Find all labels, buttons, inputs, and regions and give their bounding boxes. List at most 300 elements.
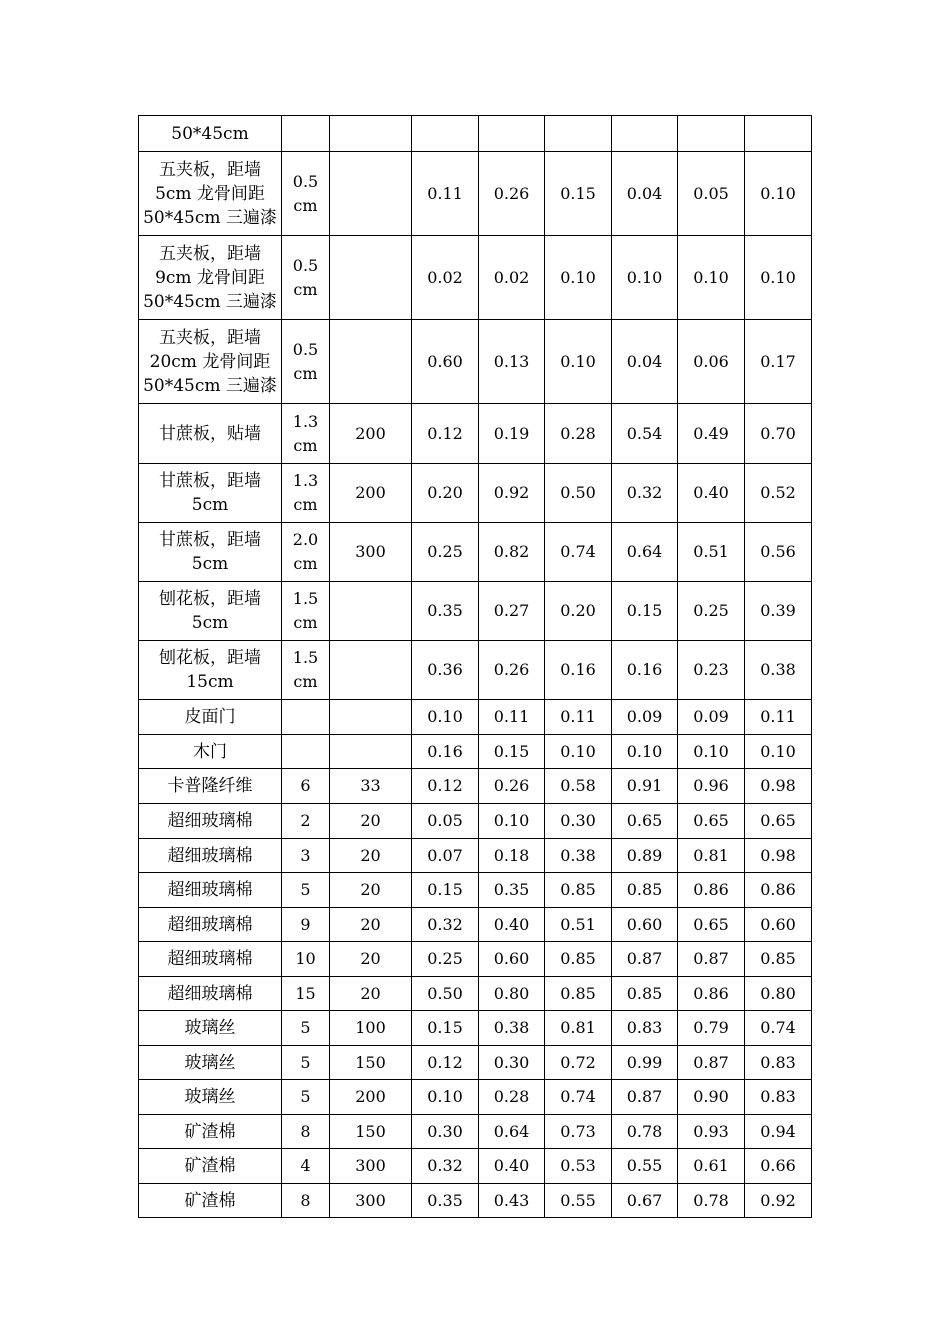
cell-text-line: 0.20	[427, 483, 463, 502]
cell-text-line: 0.10	[560, 267, 596, 287]
cell-text-line: 50*45cm 三遍漆	[143, 291, 277, 312]
cell-text-line: 20	[360, 949, 381, 968]
cell-text-line: 0.15	[427, 880, 463, 899]
cell-text-line: 20	[360, 983, 381, 1003]
cell-text-line: 200	[355, 1087, 386, 1106]
cell-freq-4	[612, 804, 678, 839]
cell-freq-5	[678, 582, 745, 641]
cell-text-line: 200	[355, 483, 386, 502]
cell-text-line: 300	[355, 542, 386, 561]
table-row	[139, 1184, 812, 1218]
cell-freq-3	[545, 977, 612, 1011]
table-row	[139, 873, 812, 908]
cell-thickness	[282, 582, 330, 641]
cell-text-line: 0.60	[427, 351, 463, 371]
cell-density	[330, 236, 412, 320]
cell-text-line: 刨花板，距墙	[159, 648, 261, 668]
cell-freq-2	[479, 700, 545, 735]
cell-text-line: 20	[360, 811, 381, 830]
cell-text-line: 0.86	[693, 983, 729, 1003]
cell-freq-4	[612, 735, 678, 769]
cell-material	[139, 152, 282, 236]
cell-freq-5	[678, 116, 745, 152]
cell-text-line: 10	[295, 949, 316, 968]
cell-freq-6	[745, 1080, 812, 1115]
cell-freq-2	[479, 873, 545, 908]
cell-text-line: 0.07	[427, 845, 463, 865]
cell-text-line: 0.15	[427, 1018, 463, 1037]
cell-freq-6	[745, 641, 812, 700]
cell-density	[330, 1080, 412, 1115]
cell-material	[139, 523, 282, 582]
cell-density	[330, 735, 412, 769]
cell-text-line: 0.32	[427, 914, 463, 934]
cell-freq-5	[678, 942, 745, 977]
table-row	[139, 523, 812, 582]
cell-text-line: 0.64	[493, 1121, 530, 1141]
cell-text-line: 玻璃丝	[184, 1052, 236, 1073]
cell-freq-3	[545, 1184, 612, 1218]
cell-freq-6	[745, 404, 812, 464]
cell-freq-5	[678, 1149, 745, 1184]
cell-freq-3	[545, 942, 612, 977]
table-row	[139, 769, 812, 804]
cell-freq-6	[745, 1011, 812, 1046]
cell-text-line: 0.5	[292, 171, 319, 191]
cell-text-line: 0.83	[760, 1087, 796, 1106]
cell-text-line: 0.10	[693, 267, 729, 287]
cell-density	[330, 116, 412, 152]
cell-material	[139, 735, 282, 769]
cell-freq-2	[479, 641, 545, 700]
cell-density	[330, 839, 412, 873]
cell-freq-5	[678, 908, 745, 942]
cell-density	[330, 320, 412, 404]
cell-text-line: 2	[300, 811, 311, 830]
cell-freq-3	[545, 404, 612, 464]
cell-thickness	[282, 116, 330, 152]
cell-freq-1	[412, 1011, 479, 1046]
cell-text-line: 矿渣棉	[184, 1121, 236, 1142]
cell-text-line: 0.74	[560, 542, 596, 561]
cell-text-line: 0.79	[693, 1018, 729, 1037]
cell-freq-1	[412, 1115, 479, 1149]
cell-thickness	[282, 1184, 330, 1218]
cell-freq-6	[745, 236, 812, 320]
cell-text-line: 0.13	[493, 351, 530, 371]
cell-text-line: 0.16	[626, 660, 663, 679]
cell-text-line: 木门	[193, 741, 227, 762]
cell-freq-4	[612, 942, 678, 977]
cell-freq-1	[412, 236, 479, 320]
cell-text-line: cm	[293, 195, 318, 215]
cell-material	[139, 1115, 282, 1149]
cell-freq-1	[412, 1184, 479, 1218]
cell-freq-2	[479, 908, 545, 942]
cell-text-line: 1.5	[292, 589, 319, 608]
cell-text-line: 0.65	[693, 811, 729, 830]
cell-text-line: 0.23	[693, 660, 729, 679]
cell-freq-4	[612, 769, 678, 804]
cell-text-line: 0.64	[626, 542, 663, 561]
cell-freq-3	[545, 523, 612, 582]
cell-text-line: 卡普隆纤维	[167, 776, 253, 796]
cell-text-line: 0.19	[493, 423, 530, 443]
cell-text-line: 5	[300, 1018, 311, 1037]
table-row	[139, 942, 812, 977]
cell-text-line: 0.25	[693, 601, 729, 620]
cell-freq-3	[545, 464, 612, 523]
cell-text-line: 300	[355, 1190, 386, 1210]
cell-density	[330, 464, 412, 523]
cell-text-line: cm	[293, 435, 318, 455]
cell-text-line: 0.65	[626, 811, 663, 830]
cell-text-line: 0.85	[760, 949, 796, 968]
cell-freq-4	[612, 1115, 678, 1149]
cell-freq-4	[612, 1080, 678, 1115]
cell-thickness	[282, 700, 330, 735]
cell-text-line: 0.04	[626, 183, 663, 203]
cell-text-line: 2.0	[292, 530, 319, 549]
cell-freq-3	[545, 582, 612, 641]
cell-text-line: 0.51	[560, 914, 596, 934]
cell-thickness	[282, 320, 330, 404]
table-row	[139, 1046, 812, 1080]
table-row	[139, 116, 812, 152]
cell-text-line: 0.92	[493, 483, 530, 502]
cell-freq-2	[479, 1080, 545, 1115]
cell-freq-2	[479, 769, 545, 804]
cell-freq-3	[545, 320, 612, 404]
cell-thickness	[282, 873, 330, 908]
cell-density	[330, 1115, 412, 1149]
cell-material	[139, 804, 282, 839]
cell-text-line: 0.40	[493, 914, 530, 934]
cell-freq-4	[612, 1011, 678, 1046]
cell-freq-3	[545, 700, 612, 735]
cell-density	[330, 152, 412, 236]
cell-freq-5	[678, 1046, 745, 1080]
cell-freq-3	[545, 769, 612, 804]
cell-density	[330, 977, 412, 1011]
cell-freq-5	[678, 1184, 745, 1218]
cell-freq-5	[678, 977, 745, 1011]
cell-text-line: 0.73	[560, 1121, 596, 1141]
cell-text-line: 0.90	[693, 1087, 729, 1106]
cell-freq-4	[612, 1184, 678, 1218]
cell-freq-2	[479, 1115, 545, 1149]
cell-freq-4	[612, 641, 678, 700]
cell-density	[330, 873, 412, 908]
table-row	[139, 1011, 812, 1046]
cell-text-line: 0.78	[626, 1121, 663, 1141]
table-row	[139, 735, 812, 769]
cell-density	[330, 582, 412, 641]
cell-text-line: 33	[360, 776, 381, 795]
cell-freq-6	[745, 700, 812, 735]
cell-freq-5	[678, 404, 745, 464]
table-row	[139, 404, 812, 464]
cell-thickness	[282, 908, 330, 942]
cell-density	[330, 942, 412, 977]
cell-text-line: 5	[300, 1052, 311, 1072]
cell-text-line: 0.51	[693, 542, 729, 561]
cell-freq-4	[612, 908, 678, 942]
cell-freq-2	[479, 839, 545, 873]
cell-freq-4	[612, 1149, 678, 1184]
cell-text-line: 0.38	[493, 1018, 530, 1037]
cell-text-line: 0.17	[760, 351, 796, 371]
cell-freq-3	[545, 116, 612, 152]
cell-freq-2	[479, 1149, 545, 1184]
cell-text-line: 50*45cm 三遍漆	[143, 207, 277, 228]
cell-text-line: 0.81	[693, 845, 729, 865]
cell-text-line: 20	[360, 880, 381, 899]
cell-text-line: 0.02	[493, 267, 530, 287]
cell-freq-2	[479, 804, 545, 839]
cell-freq-5	[678, 236, 745, 320]
cell-text-line: 0.28	[493, 1087, 530, 1106]
cell-thickness	[282, 769, 330, 804]
cell-text-line: cm	[293, 363, 318, 383]
cell-freq-6	[745, 839, 812, 873]
cell-freq-4	[612, 320, 678, 404]
cell-freq-6	[745, 769, 812, 804]
cell-text-line: 矿渣棉	[184, 1156, 236, 1176]
cell-text-line: 0.78	[693, 1190, 729, 1210]
cell-freq-1	[412, 873, 479, 908]
table-row	[139, 839, 812, 873]
cell-freq-1	[412, 839, 479, 873]
cell-text-line: 0.05	[427, 811, 463, 830]
cell-text-line: 0.09	[626, 707, 663, 726]
cell-freq-4	[612, 839, 678, 873]
cell-text-line: 0.87	[693, 1052, 729, 1072]
cell-text-line: 0.98	[760, 776, 796, 795]
cell-text-line: 0.86	[693, 880, 729, 899]
cell-freq-1	[412, 942, 479, 977]
cell-freq-2	[479, 236, 545, 320]
cell-freq-3	[545, 1080, 612, 1115]
cell-text-line: 9	[300, 914, 311, 934]
cell-text-line: 0.93	[693, 1121, 729, 1141]
cell-density	[330, 1046, 412, 1080]
cell-density	[330, 523, 412, 582]
cell-text-line: 0.35	[427, 1190, 463, 1210]
cell-text-line: 超细玻璃棉	[167, 949, 253, 969]
cell-text-line: 超细玻璃棉	[167, 811, 253, 831]
cell-material	[139, 977, 282, 1011]
cell-freq-2	[479, 464, 545, 523]
cell-text-line: 5cm	[191, 613, 229, 633]
cell-freq-3	[545, 236, 612, 320]
cell-text-line: 超细玻璃棉	[167, 914, 253, 935]
cell-freq-3	[545, 1115, 612, 1149]
cell-freq-4	[612, 404, 678, 464]
cell-freq-1	[412, 523, 479, 582]
cell-text-line: 0.10	[560, 741, 596, 761]
cell-density	[330, 404, 412, 464]
cell-freq-2	[479, 523, 545, 582]
cell-text-line: 0.10	[760, 741, 796, 761]
cell-density	[330, 1011, 412, 1046]
cell-thickness	[282, 1011, 330, 1046]
cell-density	[330, 804, 412, 839]
table-row	[139, 464, 812, 523]
cell-text-line: 五夹板，距墙	[159, 327, 261, 348]
cell-text-line: 0.85	[560, 983, 596, 1003]
cell-material	[139, 1149, 282, 1184]
cell-material	[139, 873, 282, 908]
cell-freq-2	[479, 1046, 545, 1080]
cell-density	[330, 1149, 412, 1184]
cell-freq-3	[545, 839, 612, 873]
cell-text-line: 0.09	[693, 707, 729, 726]
cell-freq-6	[745, 873, 812, 908]
cell-material	[139, 769, 282, 804]
cell-text-line: 0.98	[760, 845, 796, 865]
cell-text-line: 0.30	[427, 1121, 463, 1141]
cell-freq-6	[745, 1115, 812, 1149]
cell-freq-6	[745, 523, 812, 582]
cell-freq-1	[412, 804, 479, 839]
cell-text-line: 0.11	[427, 183, 463, 203]
table-row	[139, 641, 812, 700]
cell-text-line: cm	[293, 495, 318, 514]
cell-text-line: cm	[293, 279, 318, 299]
cell-text-line: 0.96	[693, 776, 729, 795]
cell-text-line: 0.10	[427, 707, 463, 726]
cell-thickness	[282, 977, 330, 1011]
cell-text-line: 0.86	[760, 880, 796, 899]
cell-text-line: 0.89	[626, 845, 663, 865]
cell-text-line: 0.11	[560, 707, 596, 726]
cell-text-line: 五夹板，距墙	[159, 243, 261, 264]
cell-text-line: 0.67	[626, 1190, 663, 1210]
cell-text-line: 0.18	[493, 845, 530, 865]
cell-text-line: 玻璃丝	[184, 1087, 236, 1107]
cell-text-line: 0.26	[493, 660, 530, 679]
cell-text-line: 0.15	[626, 601, 663, 620]
cell-freq-6	[745, 320, 812, 404]
cell-text-line: 皮面门	[184, 707, 236, 727]
cell-material	[139, 404, 282, 464]
cell-text-line: 0.85	[626, 880, 663, 899]
cell-thickness	[282, 1149, 330, 1184]
cell-text-line: 0.91	[626, 776, 663, 795]
cell-text-line: 8	[300, 1190, 311, 1210]
cell-text-line: 0.04	[626, 351, 663, 371]
cell-freq-4	[612, 116, 678, 152]
cell-text-line: 50*45cm 三遍漆	[143, 375, 277, 396]
cell-text-line: 0.56	[760, 542, 796, 561]
cell-thickness	[282, 523, 330, 582]
cell-text-line: 0.39	[760, 601, 796, 620]
cell-text-line: cm	[293, 613, 318, 632]
cell-text-line: 0.10	[693, 741, 729, 761]
cell-freq-3	[545, 152, 612, 236]
cell-freq-5	[678, 1115, 745, 1149]
cell-text-line: 0.02	[427, 267, 463, 287]
cell-text-line: 150	[355, 1052, 386, 1072]
cell-text-line: 矿渣棉	[184, 1190, 236, 1211]
cell-text-line: 0.10	[760, 183, 796, 203]
cell-text-line: 0.10	[427, 1087, 463, 1106]
cell-freq-5	[678, 1011, 745, 1046]
table-row	[139, 582, 812, 641]
cell-text-line: 0.52	[760, 483, 796, 502]
cell-text-line: 0.60	[493, 949, 530, 968]
cell-text-line: 0.74	[560, 1087, 596, 1106]
cell-text-line: 0.10	[493, 811, 530, 830]
cell-text-line: 0.27	[493, 601, 530, 620]
cell-text-line: 刨花板，距墙	[159, 589, 261, 609]
cell-text-line: 0.87	[626, 1087, 663, 1106]
table-row	[139, 700, 812, 735]
cell-text-line: 0.25	[427, 542, 463, 561]
absorption-coefficient-table	[138, 115, 812, 1218]
cell-thickness	[282, 804, 330, 839]
cell-thickness	[282, 236, 330, 320]
cell-freq-5	[678, 523, 745, 582]
cell-text-line: 0.74	[760, 1018, 796, 1037]
cell-text-line: 0.20	[560, 601, 596, 620]
cell-text-line: 0.35	[493, 880, 530, 899]
cell-freq-3	[545, 1149, 612, 1184]
cell-text-line: 0.12	[427, 423, 463, 443]
cell-text-line: 0.26	[493, 776, 530, 795]
cell-freq-3	[545, 1011, 612, 1046]
cell-text-line: 0.10	[560, 351, 596, 371]
cell-thickness	[282, 735, 330, 769]
cell-freq-1	[412, 769, 479, 804]
cell-freq-6	[745, 942, 812, 977]
cell-freq-3	[545, 735, 612, 769]
cell-text-line: 0.26	[493, 183, 530, 203]
cell-text-line: 0.85	[560, 949, 596, 968]
cell-text-line: 0.70	[760, 423, 796, 443]
cell-thickness	[282, 1046, 330, 1080]
cell-freq-1	[412, 735, 479, 769]
cell-text-line: 0.60	[626, 914, 663, 934]
cell-freq-1	[412, 1046, 479, 1080]
cell-text-line: 20	[360, 914, 381, 934]
cell-freq-2	[479, 977, 545, 1011]
cell-density	[330, 641, 412, 700]
cell-text-line: 0.83	[760, 1052, 796, 1072]
cell-freq-1	[412, 320, 479, 404]
cell-material	[139, 582, 282, 641]
cell-text-line: 0.66	[760, 1156, 796, 1175]
cell-freq-1	[412, 152, 479, 236]
cell-thickness	[282, 1115, 330, 1149]
cell-freq-6	[745, 977, 812, 1011]
cell-text-line: 20cm 龙骨间距	[149, 351, 271, 372]
cell-text-line: 15	[295, 983, 316, 1003]
cell-freq-5	[678, 804, 745, 839]
cell-freq-4	[612, 582, 678, 641]
cell-freq-3	[545, 641, 612, 700]
cell-thickness	[282, 404, 330, 464]
cell-text-line: 玻璃丝	[184, 1018, 236, 1038]
cell-text-line: 0.60	[760, 914, 796, 934]
cell-material	[139, 700, 282, 735]
cell-text-line: 0.38	[760, 660, 796, 679]
cell-text-line: cm	[293, 554, 318, 573]
table-row	[139, 1115, 812, 1149]
cell-text-line: 0.5	[292, 339, 319, 359]
cell-material	[139, 908, 282, 942]
